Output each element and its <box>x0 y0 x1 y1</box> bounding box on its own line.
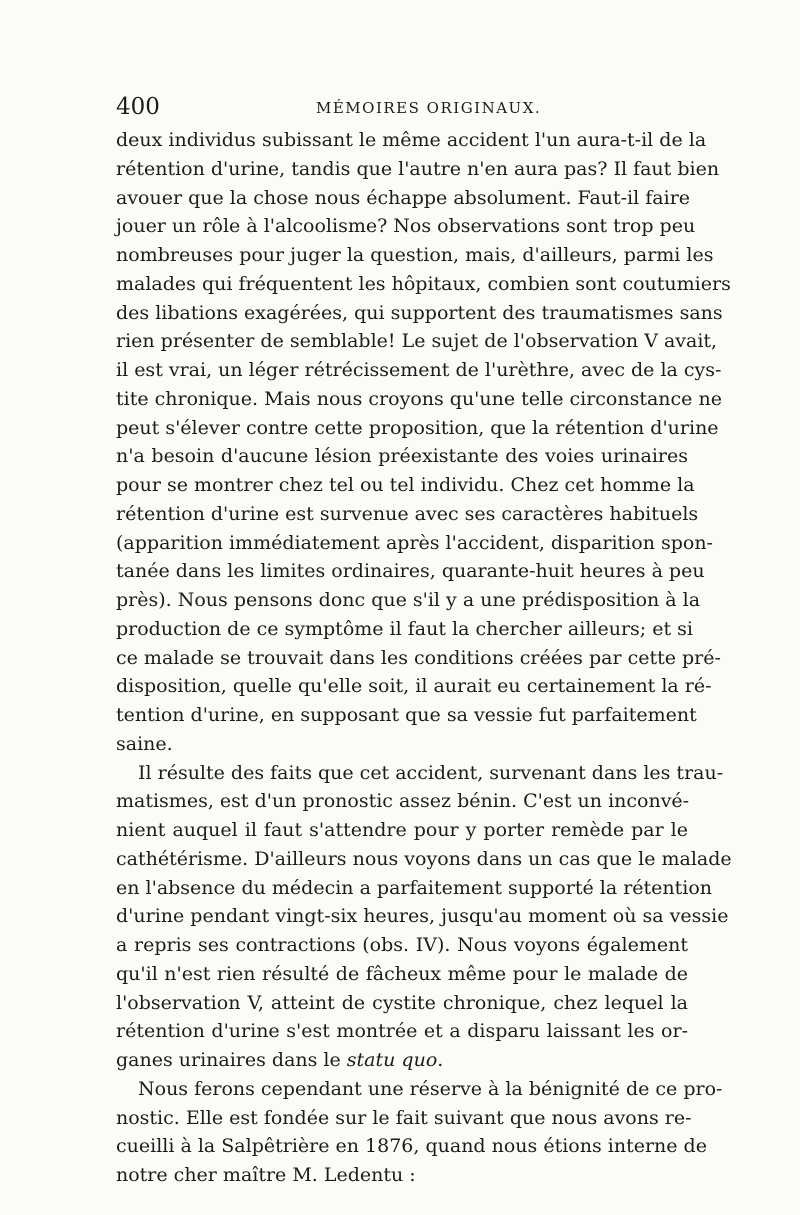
text-line: rien présenter de semblable! Le sujet de l'observation V avait, <box>116 330 718 353</box>
text-line: en l'absence du médecin a parfaitement supporté la rétention <box>116 876 713 899</box>
text-line: notre cher maître M. Ledentu : <box>116 1164 416 1186</box>
page-number: 400 <box>116 94 160 120</box>
text-line: Nous ferons cependant une réserve à la bénignité de ce pro- <box>138 1077 723 1100</box>
text-line: peut s'élever contre cette proposition, que la rétention d'urine <box>116 416 719 439</box>
text-line: l'observation V, atteint de cystite chronique, chez lequel la <box>116 991 688 1014</box>
text-segment: ganes urinaires dans le <box>116 1049 347 1071</box>
text-line: tite chronique. Mais nous croyons qu'une telle circonstance ne <box>116 387 722 410</box>
text-line: d'urine pendant vingt-six heures, jusqu'au moment où sa vessie <box>116 905 729 928</box>
text-line: Il résulte des faits que cet accident, survenant dans les trau- <box>138 761 724 784</box>
text-line: ce malade se trouvait dans les conditions créées par cette pré- <box>116 646 721 669</box>
text-line: près). Nous pensons donc que s'il y a une prédisposition à la <box>116 589 701 611</box>
text-line: (apparition immédiatement après l'accident, disparition spon- <box>116 531 713 554</box>
paragraph-2 <box>116 759 732 1075</box>
text-line: tanée dans les limites ordinaires, quarante-huit heures à peu <box>116 560 705 583</box>
text-line: malades qui fréquentent les hôpitaux, combien sont coutumiers <box>116 272 731 295</box>
text-line: nient auquel il faut s'attendre pour y porter remède par le <box>116 819 688 841</box>
text-segment: . <box>437 1049 444 1071</box>
text-line: des libations exagérées, qui supportent des traumatismes sans <box>116 301 723 324</box>
text-line: rétention d'urine est survenue avec ses caractères habituels <box>116 502 699 525</box>
body-text <box>116 126 732 1190</box>
text-line: qu'il n'est rien résulté de fâcheux même pour le malade de <box>116 962 688 985</box>
text-line: rétention d'urine, tandis que l'autre n'en aura pas? Il faut bien <box>116 157 720 180</box>
text-line: avouer que la chose nous échappe absolument. Faut-il faire <box>116 186 691 209</box>
text-line: cueilli à la Salpêtrière en 1876, quand nous étions interne de <box>116 1135 707 1158</box>
text-line: cathétérisme. D'ailleurs nous voyons dans un cas que le malade <box>116 847 732 870</box>
text-line: disposition, quelle qu'elle soit, il aurait eu certainement la ré- <box>116 675 712 698</box>
text-line: jouer un rôle à l'alcoolisme? Nos observations sont trop peu <box>116 215 696 238</box>
text-line <box>116 1046 688 1075</box>
page-header <box>116 92 688 122</box>
text-line: deux individus subissant le même accident l'un aura-t-il de la <box>116 129 707 151</box>
text-line: nombreuses pour juger la question, mais, d'ailleurs, parmi les <box>116 244 714 266</box>
text-line: nostic. Elle est fondée sur le fait suivant que nous avons re- <box>116 1106 692 1129</box>
text-line: il est vrai, un léger rétrécissement de l'urèthre, avec de la cys- <box>116 359 722 381</box>
italic-phrase: statu quo <box>346 1049 438 1071</box>
text-line: a repris ses contractions (obs. IV). Nous voyons également <box>116 934 688 956</box>
text-line: pour se montrer chez tel ou tel individu. Chez cet homme la <box>116 474 695 496</box>
text-line: n'a besoin d'aucune lésion préexistante des voies urinaires <box>116 445 688 468</box>
text-line: matismes, est d'un pronostic assez bénin. C'est un inconvé- <box>116 790 690 813</box>
paragraph-1 <box>116 126 731 759</box>
text-line: production de ce symptôme il faut la chercher ailleurs; et si <box>116 617 693 640</box>
text-line: tention d'urine, en supposant que sa vessie fut parfaitement <box>116 704 697 726</box>
text-line: rétention d'urine s'est montrée et a disparu laissant les or- <box>116 1020 688 1043</box>
paragraph-3 <box>116 1075 723 1190</box>
running-title: MÉMOIRES ORIGINAUX. <box>316 99 542 117</box>
text-line: saine. <box>116 732 173 755</box>
